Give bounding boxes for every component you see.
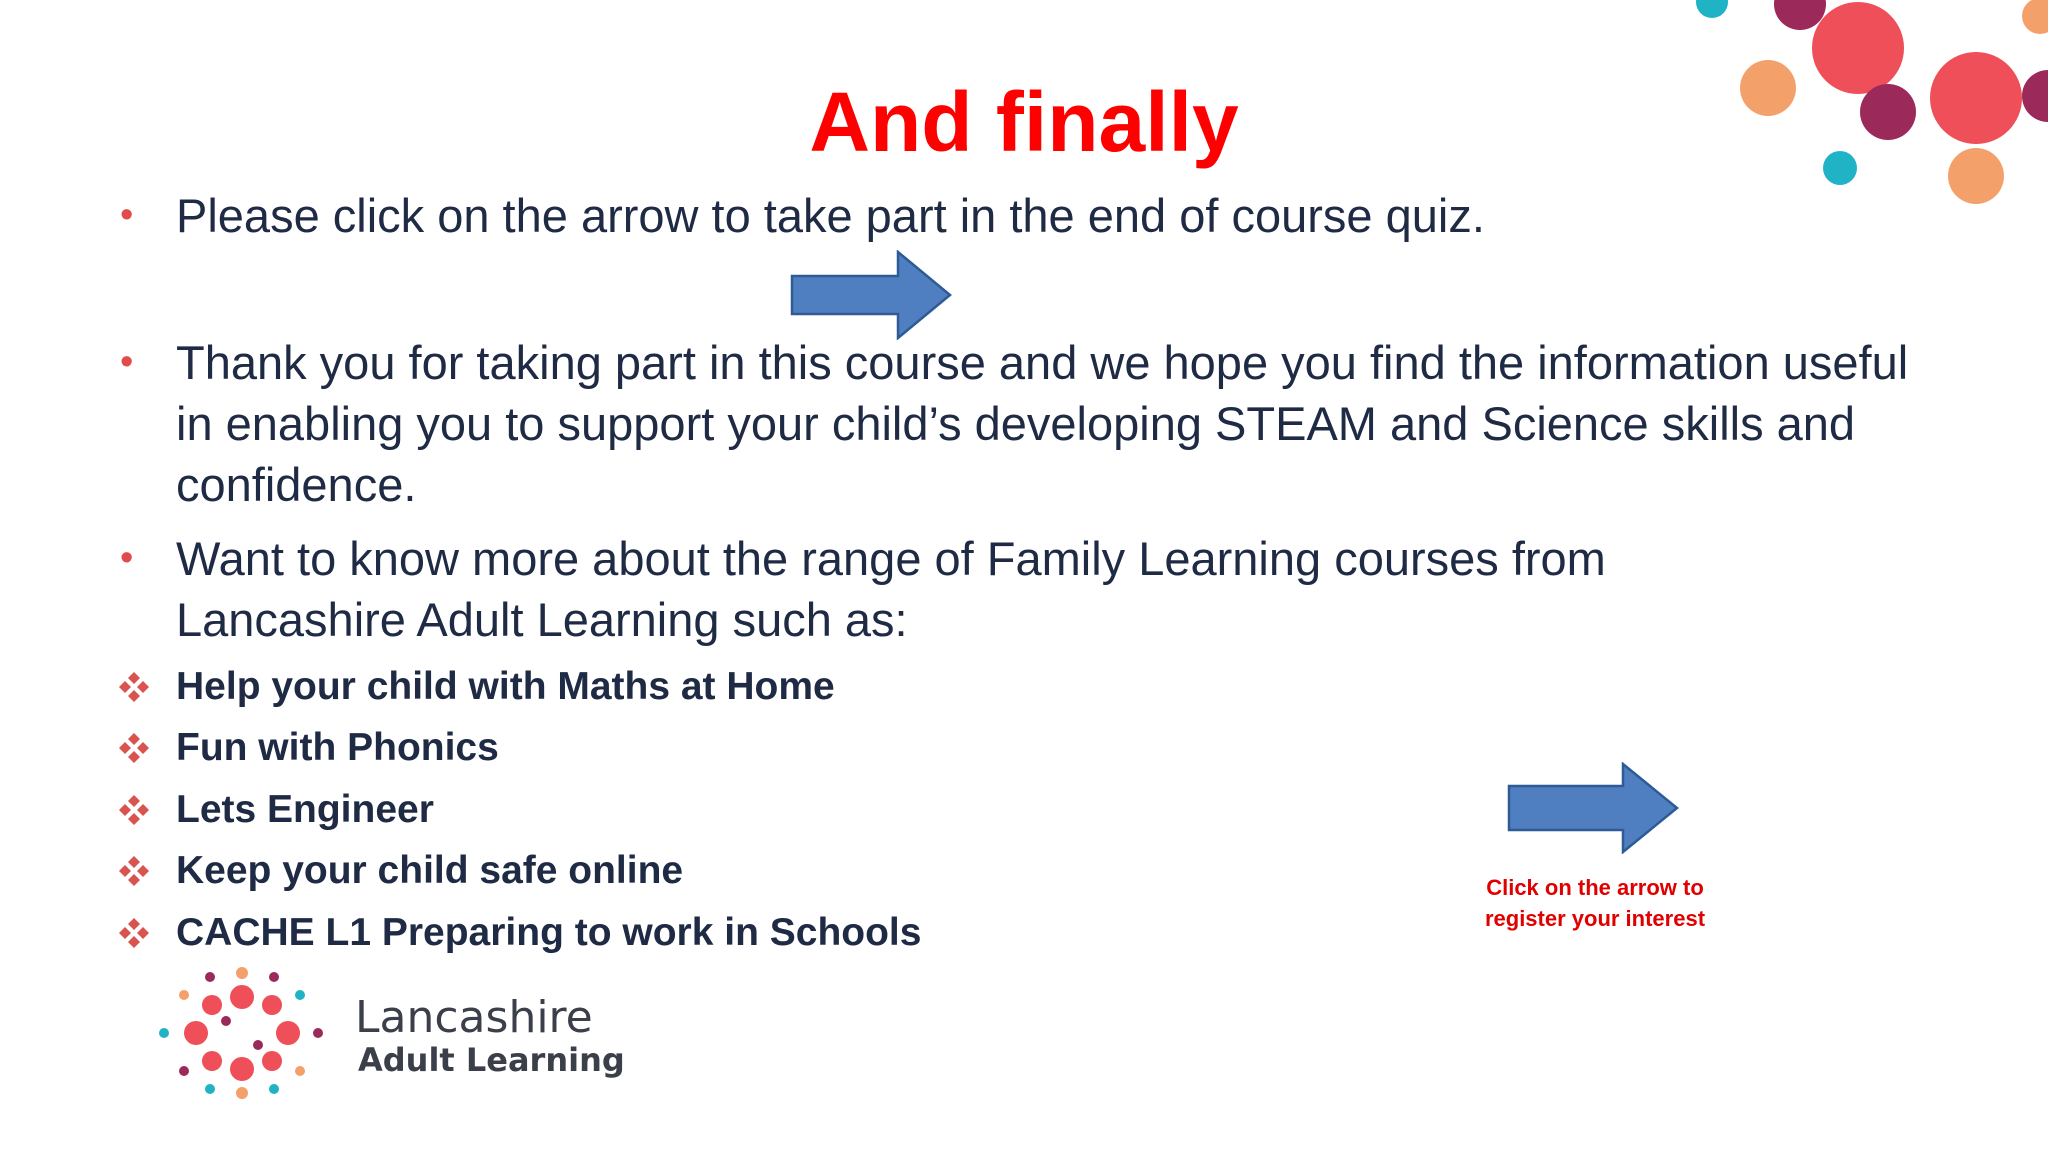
bullet-text: Thank you for taking part in this course and we hope you find the information useful in enabling you to support your child’s developing STEAM and Science skills and confidence. bbox=[176, 336, 1909, 511]
four-diamond-bullet-icon bbox=[118, 794, 150, 826]
course-label: Keep your child safe online bbox=[176, 849, 684, 892]
course-item bbox=[176, 662, 835, 712]
register-caption bbox=[1400, 872, 1790, 934]
course-label: Lets Engineer bbox=[176, 788, 434, 831]
lancashire-adult-learning-logo bbox=[150, 965, 650, 1100]
bullet-thank-you bbox=[120, 332, 1936, 515]
quiz-arrow-icon[interactable] bbox=[790, 250, 952, 340]
logo-text-adult-learning: Adult Learning bbox=[358, 1041, 625, 1079]
bullet-dot: • bbox=[120, 341, 134, 383]
four-diamond-bullet-icon bbox=[118, 671, 150, 703]
register-caption-line2: register your interest bbox=[1484, 906, 1706, 931]
four-diamond-bullet-icon bbox=[118, 732, 150, 764]
course-label: CACHE L1 Preparing to work in Schools bbox=[176, 911, 922, 954]
slide-title: And finally bbox=[809, 75, 1239, 169]
course-item bbox=[176, 785, 434, 835]
dot-circle-logo-icon bbox=[150, 965, 325, 1100]
course-label: Fun with Phonics bbox=[176, 726, 499, 769]
course-item bbox=[176, 846, 683, 896]
bullet-dot: • bbox=[120, 537, 134, 579]
deco-dot bbox=[2022, 0, 2048, 34]
register-arrow-icon[interactable] bbox=[1507, 762, 1679, 854]
bullet-text: Want to know more about the range of Family Learning courses from Lancashire Adult Learning such as: bbox=[176, 532, 1606, 646]
course-item bbox=[176, 723, 499, 773]
register-caption-line1: Click on the arrow to bbox=[1486, 875, 1704, 900]
logo-text-lancashire: Lancashire bbox=[355, 992, 593, 1043]
bullet-text: Please click on the arrow to take part in the end of course quiz. bbox=[176, 189, 1485, 242]
course-label: Help your child with Maths at Home bbox=[176, 665, 835, 708]
course-item bbox=[176, 908, 921, 958]
four-diamond-bullet-icon bbox=[118, 917, 150, 949]
bullet-dot: • bbox=[120, 194, 134, 236]
bullet-want-to-know bbox=[120, 528, 1776, 650]
bullet-quiz bbox=[120, 185, 1936, 246]
four-diamond-bullet-icon bbox=[118, 855, 150, 887]
deco-dot bbox=[1696, 0, 1728, 18]
